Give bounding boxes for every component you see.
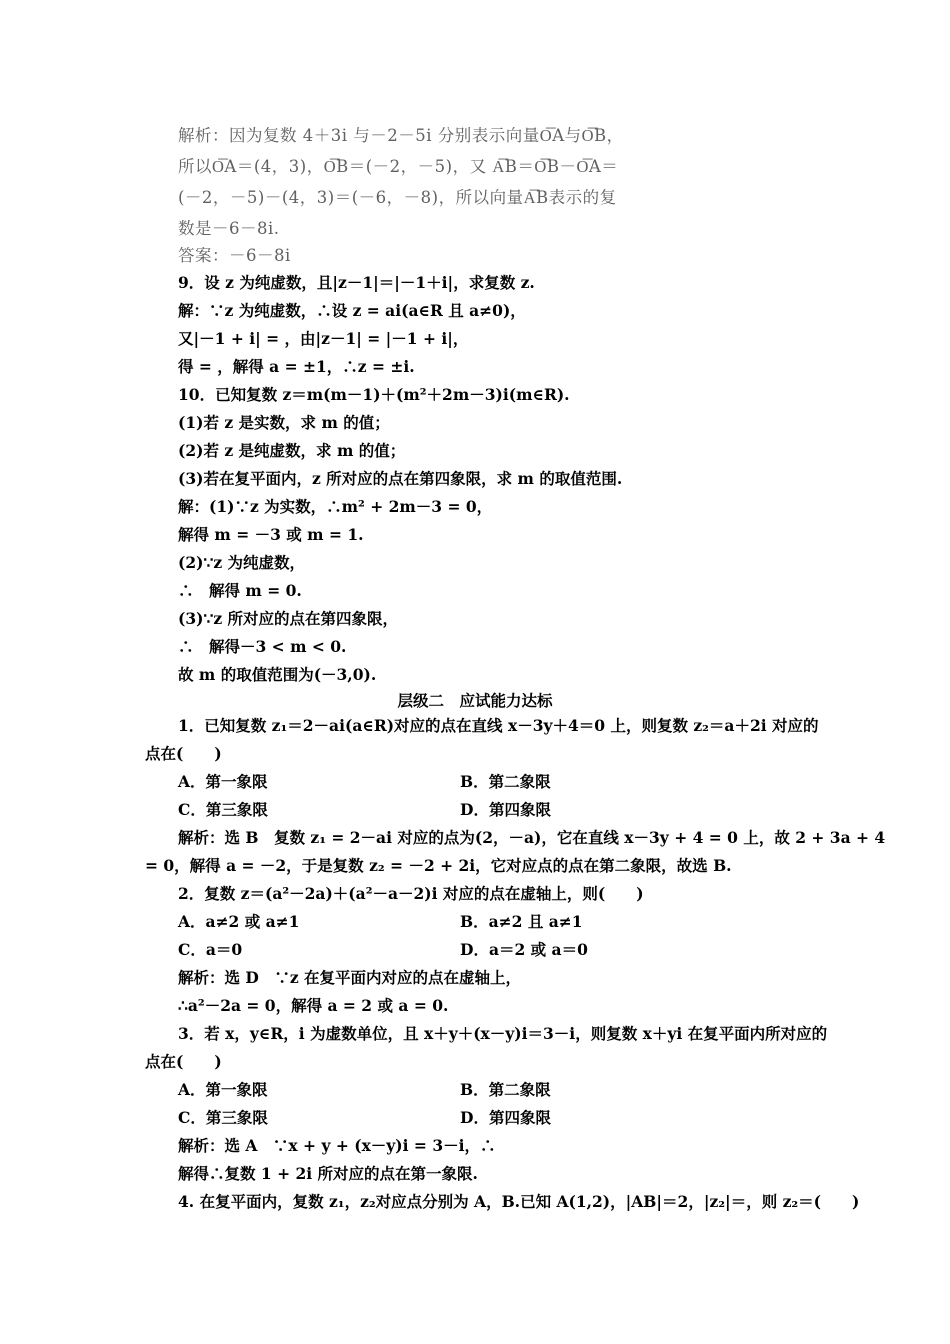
q1-option-a: A．第一象限 [178,772,268,791]
q3-stem-1: 3．若 x，y∈R，i 为虚数单位，且 x＋y＋(x－y)i＝3－i，则复数 x＋yi 在复平面内所对应的 [178,1024,828,1043]
text-line-3: (－2，－5)－(4，3)＝(－6，－8)，所以向量A͞B表示的复 [178,188,617,207]
q10-part-1: (1)若 z 是实数，求 m 的值； [178,413,390,432]
q2-sol-2: ∴a²－2a = 0，解得 a = 2 或 a = 0. [178,996,449,1015]
q4-stem: 4. 在复平面内，复数 z₁，z₂对应点分别为 A，B.已知 A(1,2)，|AB|＝2，|z₂|＝，则 z₂＝( ) [178,1192,860,1211]
q10-sol-3: (2)∵z 为纯虚数， [178,553,306,572]
q1-sol-1: 解析：选 B 复数 z₁ = 2－ai 对应的点为(2，－a)，它在直线 x－3y + 4 = 0 上，故 2 + 3a + 4 [178,828,886,847]
q2-sol-1: 解析：选 D ∵z 在复平面内对应的点在虚轴上， [178,968,522,987]
text-line-4: 数是－6－8i. [178,219,280,238]
q9-sol-3: 得 = ，解得 a = ±1，∴z = ±i. [178,357,415,376]
q9-sol-1: 解：∵z 为纯虚数，∴设 z = ai(a∈R 且 a≠0)， [178,301,526,320]
text-line-2: 所以O͞A＝(4，3)，O͞B＝(－2，－5)，又 A͞B＝O͞B－O͞A＝ [178,157,619,176]
q1-stem-2: 点在( ) [145,744,222,763]
q9-sol-2: 又|－1 + i| = ，由|z－1| = |－1 + i|， [178,329,469,348]
q3-option-d: D．第四象限 [460,1108,551,1127]
q3-option-c: C．第三象限 [178,1108,268,1127]
q10-sol-5: (3)∵z 所对应的点在第四象限， [178,609,399,628]
q2-option-c: C．a＝0 [178,940,243,959]
q3-sol-1: 解析：选 A ∵x + y + (x－y)i = 3－i，∴ [178,1136,496,1155]
q2-option-d: D．a＝2 或 a＝0 [460,940,588,959]
q1-stem-1: 1．已知复数 z₁＝2－ai(a∈R)对应的点在直线 x－3y＋4＝0 上，则复数 z₂＝a＋2i 对应的 [178,716,819,735]
q1-option-d: D．第四象限 [460,800,551,819]
q1-option-c: C．第三象限 [178,800,268,819]
section-title: 层级二 应试能力达标 [397,691,553,710]
q9-stem: 9．设 z 为纯虚数，且|z－1|＝|－1＋i|，求复数 z. [178,273,535,292]
answer-line: 答案：－6－8i [178,246,291,265]
q1-sol-2: = 0，解得 a = －2，于是复数 z₂ = －2 + 2i，它对应点的点在第二象限，故选 B. [145,856,732,875]
q10-sol-7: 故 m 的取值范围为(－3,0). [178,665,377,684]
q10-sol-1: 解：(1)∵z 为实数，∴m² + 2m－3 = 0， [178,497,493,516]
q10-sol-6: ∴ 解得－3 < m < 0. [178,637,347,656]
q3-sol-2: 解得∴复数 1 + 2i 所对应的点在第一象限. [178,1164,478,1183]
q10-sol-2: 解得 m = －3 或 m = 1. [178,525,364,544]
q2-option-a: A．a≠2 或 a≠1 [178,912,300,931]
q10-sol-4: ∴ 解得 m = 0. [178,581,302,600]
q3-stem-2: 点在( ) [145,1052,222,1071]
q10-part-3: (3)若在复平面内，z 所对应的点在第四象限，求 m 的取值范围. [178,469,623,488]
text-line-1: 解析：因为复数 4＋3i 与－2－5i 分别表示向量O͞A与O͞B， [178,126,624,145]
q3-option-b: B．第二象限 [460,1080,551,1099]
q10-stem: 10．已知复数 z＝m(m－1)＋(m²＋2m－3)i(m∈R). [178,385,570,404]
q10-part-2: (2)若 z 是纯虚数，求 m 的值； [178,441,406,460]
q2-stem: 2．复数 z＝(a²－2a)＋(a²－a－2)i 对应的点在虚轴上，则( ) [178,884,644,903]
q2-option-b: B．a≠2 且 a≠1 [460,912,583,931]
q1-option-b: B．第二象限 [460,772,551,791]
q3-option-a: A．第一象限 [178,1080,268,1099]
